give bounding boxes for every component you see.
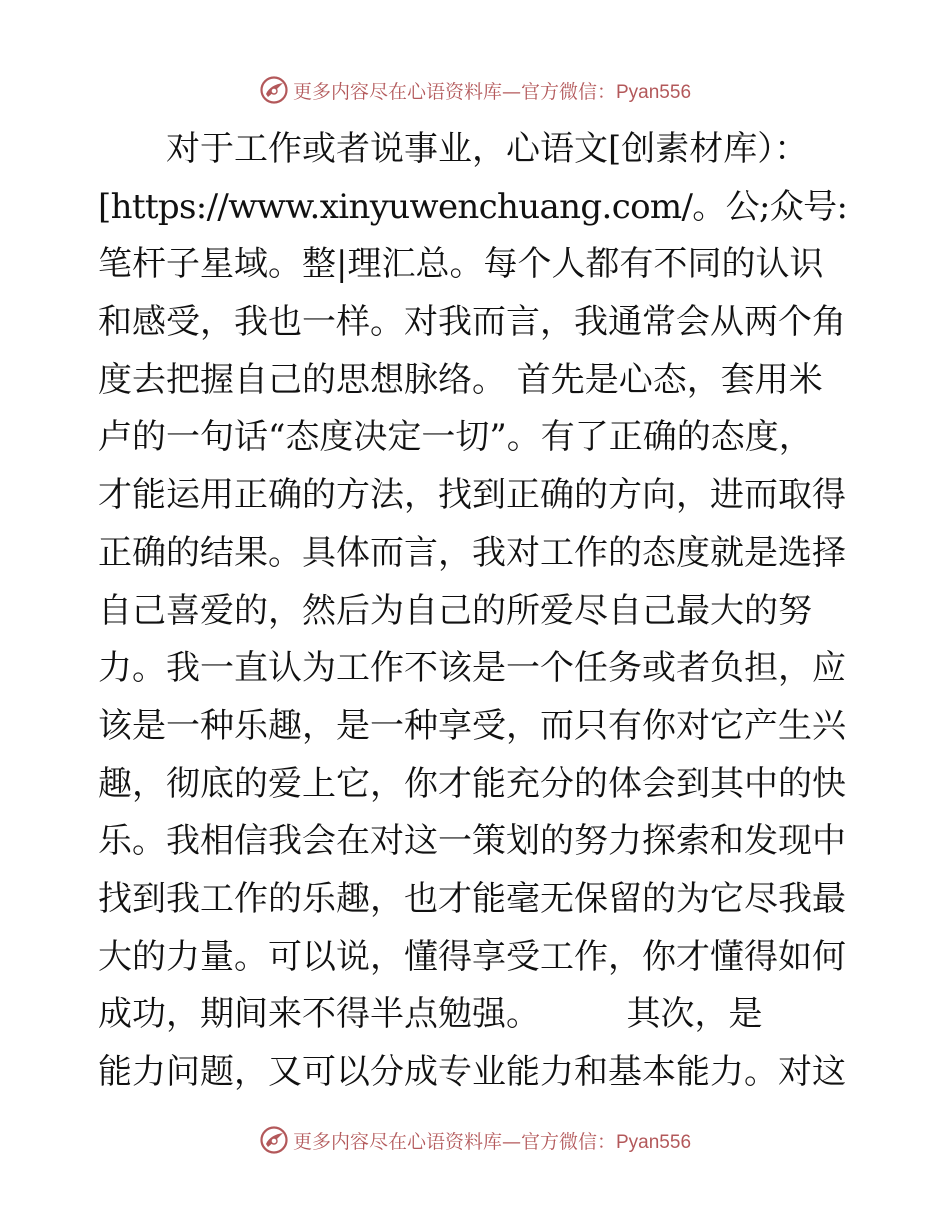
- text-line: 力。我一直认为工作不该是一个任务或者负担，应: [98, 648, 846, 689]
- footer-banner: [0, 1120, 950, 1160]
- header-banner: [0, 70, 950, 110]
- text-line: 正确的结果。具体而言，我对工作的态度就是选择: [98, 532, 846, 573]
- text-line: 该是一种乐趣，是一种享受，而只有你对它产生兴: [98, 705, 846, 746]
- text-line: 卢的一句话“态度决定一切”。有了正确的态度，: [98, 417, 813, 458]
- text-line: 对于工作或者说事业，心语文[创素材库）：: [98, 129, 809, 169]
- text-line: 笔杆子星域。整|理汇总。每个人都有不同的认识: [98, 244, 824, 285]
- text-line: 成功，期间来不得半点勉强。 其次，是: [98, 994, 763, 1035]
- header-banner-text: 更多内容尽在心语资料库—官方微信：: [292, 80, 616, 103]
- text-line: 趣，彻底的爱上它，你才能充分的体会到其中的快: [98, 763, 846, 804]
- text-line: 和感受，我也一样。对我而言，我通常会从两个角: [98, 302, 846, 343]
- text-line: [https://www.xinyuwenchuang.com/。公;众号:: [98, 186, 848, 227]
- footer-banner-id: Pyan556: [616, 1131, 692, 1153]
- text-line: 找到我工作的乐趣，也才能毫无保留的为它尽我最: [98, 878, 846, 919]
- text-line: 自己喜爱的，然后为自己的所爱尽自己最大的努: [98, 590, 812, 631]
- text-line: 大的力量。可以说，懂得享受工作，你才懂得如何: [98, 936, 846, 977]
- text-line: 度去把握自己的思想脉络。 首先是心态，套用米: [98, 359, 823, 400]
- document-body: [98, 121, 850, 1102]
- text-line: 能力问题，又可以分成专业能力和基本能力。对这: [98, 1052, 846, 1092]
- footer-banner-text: 更多内容尽在心语资料库—官方微信：: [292, 1130, 616, 1153]
- text-line: 乐。我相信我会在对这一策划的努力探索和发现中: [98, 821, 846, 862]
- logo-icon: [259, 75, 289, 105]
- header-banner-id: Pyan556: [616, 81, 692, 103]
- logo-icon: [259, 1125, 289, 1155]
- text-line: 才能运用正确的方法，找到正确的方向，进而取得: [98, 475, 846, 516]
